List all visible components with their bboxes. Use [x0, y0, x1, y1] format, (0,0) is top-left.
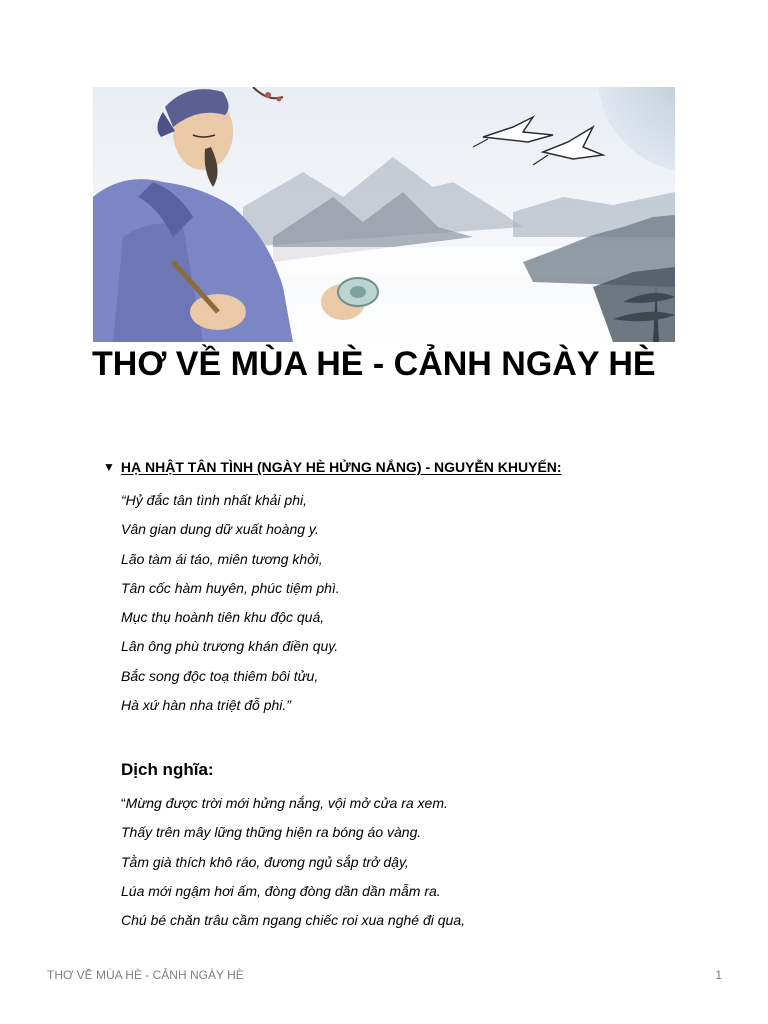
poem-line: Lân ông phù trượng khán điền quy.	[121, 638, 339, 655]
hero-image	[93, 87, 675, 342]
translation-line: Lúa mới ngậm hơi ấm, đòng đòng dần dần mẫm ra.	[121, 882, 441, 899]
translation-line: Thấy trên mây lững thững hiện ra bóng áo vàng.	[121, 824, 422, 841]
translation-line: Chú bé chăn trâu cầm ngang chiếc roi xua nghé đi qua,	[121, 912, 466, 929]
poem-section-heading[interactable]	[103, 458, 562, 476]
translation-heading: Dịch nghĩa:	[121, 760, 214, 779]
translation-line: Tằm già thích khô ráo, đương ngủ sắp trở dậy,	[121, 853, 409, 870]
collapse-triangle-icon[interactable]: ▼	[103, 460, 115, 474]
poem-heading-text: HẠ NHẬT TÂN TÌNH (NGÀY HÈ HỬNG NẮNG) - NGUYỄN KHUYẾN:	[120, 459, 562, 475]
footer-running-title: THƠ VỀ MÙA HÈ - CẢNH NGÀY HÈ	[47, 968, 244, 982]
poem-line: Tân cốc hàm huyên, phúc tiệm phì.	[121, 579, 340, 596]
scholar-landscape-painting	[93, 87, 675, 342]
poem-line: Mục thụ hoành tiên khu độc quá,	[121, 609, 325, 626]
poem-line: Vân gian dung dữ xuất hoàng y.	[121, 521, 319, 538]
poem-line: Bắc song độc toạ thiêm bôi tửu,	[121, 667, 319, 684]
open-quote: “	[121, 795, 126, 811]
footer-page-number: 1	[715, 968, 722, 982]
poem-line: Lão tàm ái táo, miên tương khởi,	[121, 550, 323, 567]
poem-lines	[121, 486, 340, 720]
poem-line: Hà xứ hàn nha triệt đỗ phi.”	[121, 697, 291, 714]
poem-line: “Hỷ đắc tân tình nhất khải phi,	[121, 492, 307, 508]
page-title: THƠ VỀ MÙA HÈ - CẢNH NGÀY HÈ	[92, 345, 656, 383]
translation-line-text: Mừng được trời mới hửng nắng, vội mở cửa ra xem.	[125, 795, 448, 811]
translation-line	[121, 789, 465, 818]
translation-lines	[121, 789, 465, 935]
